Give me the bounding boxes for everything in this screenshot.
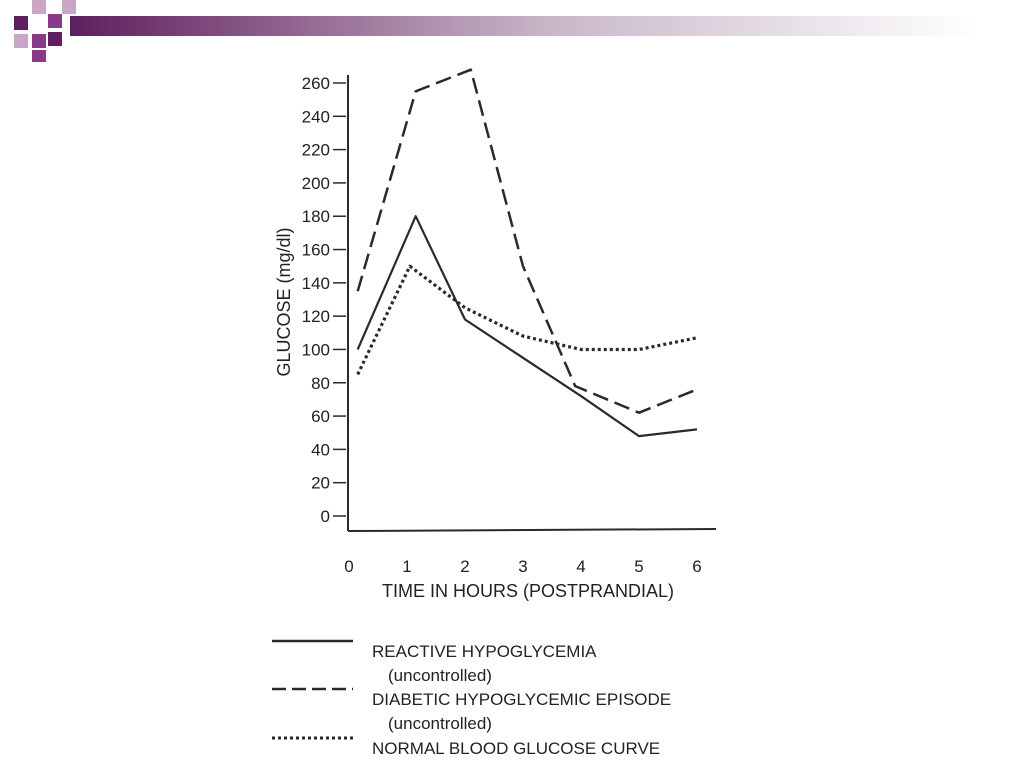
x-tick-label: 3 — [518, 557, 528, 576]
y-tick-label: 100 — [301, 340, 330, 360]
legend-label-reactive: REACTIVE HYPOGLYCEMIA — [372, 642, 597, 661]
x-axis-line — [348, 529, 716, 531]
series-line-dotted — [358, 266, 697, 374]
x-axis-title: TIME IN HOURS (POSTPRANDIAL) — [381, 581, 675, 601]
y-tick-label: 140 — [301, 273, 330, 293]
y-tick-label: 240 — [301, 107, 330, 127]
series-line-solid — [358, 216, 697, 436]
legend-note-reactive: (uncontrolled) — [388, 666, 492, 685]
x-tick-label: 4 — [576, 557, 586, 576]
y-tick-label: 180 — [301, 207, 330, 227]
legend-label-normal: NORMAL BLOOD GLUCOSE CURVE — [372, 739, 661, 758]
y-tick-label: 120 — [301, 307, 330, 327]
y-tick-label: 60 — [311, 407, 330, 427]
y-tick-label: 40 — [311, 440, 330, 460]
legend-label-diabetic: DIABETIC HYPOGLYCEMIC EPISODE — [372, 690, 672, 709]
y-tick-label: 260 — [301, 74, 330, 93]
y-axis-ticks — [302, 74, 346, 526]
series-layer — [358, 70, 697, 436]
x-tick-label: 1 — [402, 557, 412, 576]
chart-axes — [348, 75, 716, 531]
y-axis-title: GLUCOSE (mg/dl) — [274, 227, 294, 377]
x-axis-ticks — [344, 557, 701, 576]
legend — [272, 641, 671, 758]
y-tick-label: 20 — [311, 473, 330, 493]
x-tick-label: 2 — [460, 557, 470, 576]
x-tick-label: 5 — [634, 557, 644, 576]
y-tick-label: 200 — [301, 173, 330, 193]
y-tick-label: 80 — [311, 373, 330, 393]
y-tick-label: 160 — [301, 240, 330, 260]
legend-note-diabetic: (uncontrolled) — [388, 714, 492, 733]
x-tick-label: 0 — [344, 557, 354, 576]
y-tick-label: 220 — [301, 140, 330, 160]
y-tick-label: 0 — [320, 507, 330, 526]
x-tick-label: 6 — [692, 557, 702, 576]
